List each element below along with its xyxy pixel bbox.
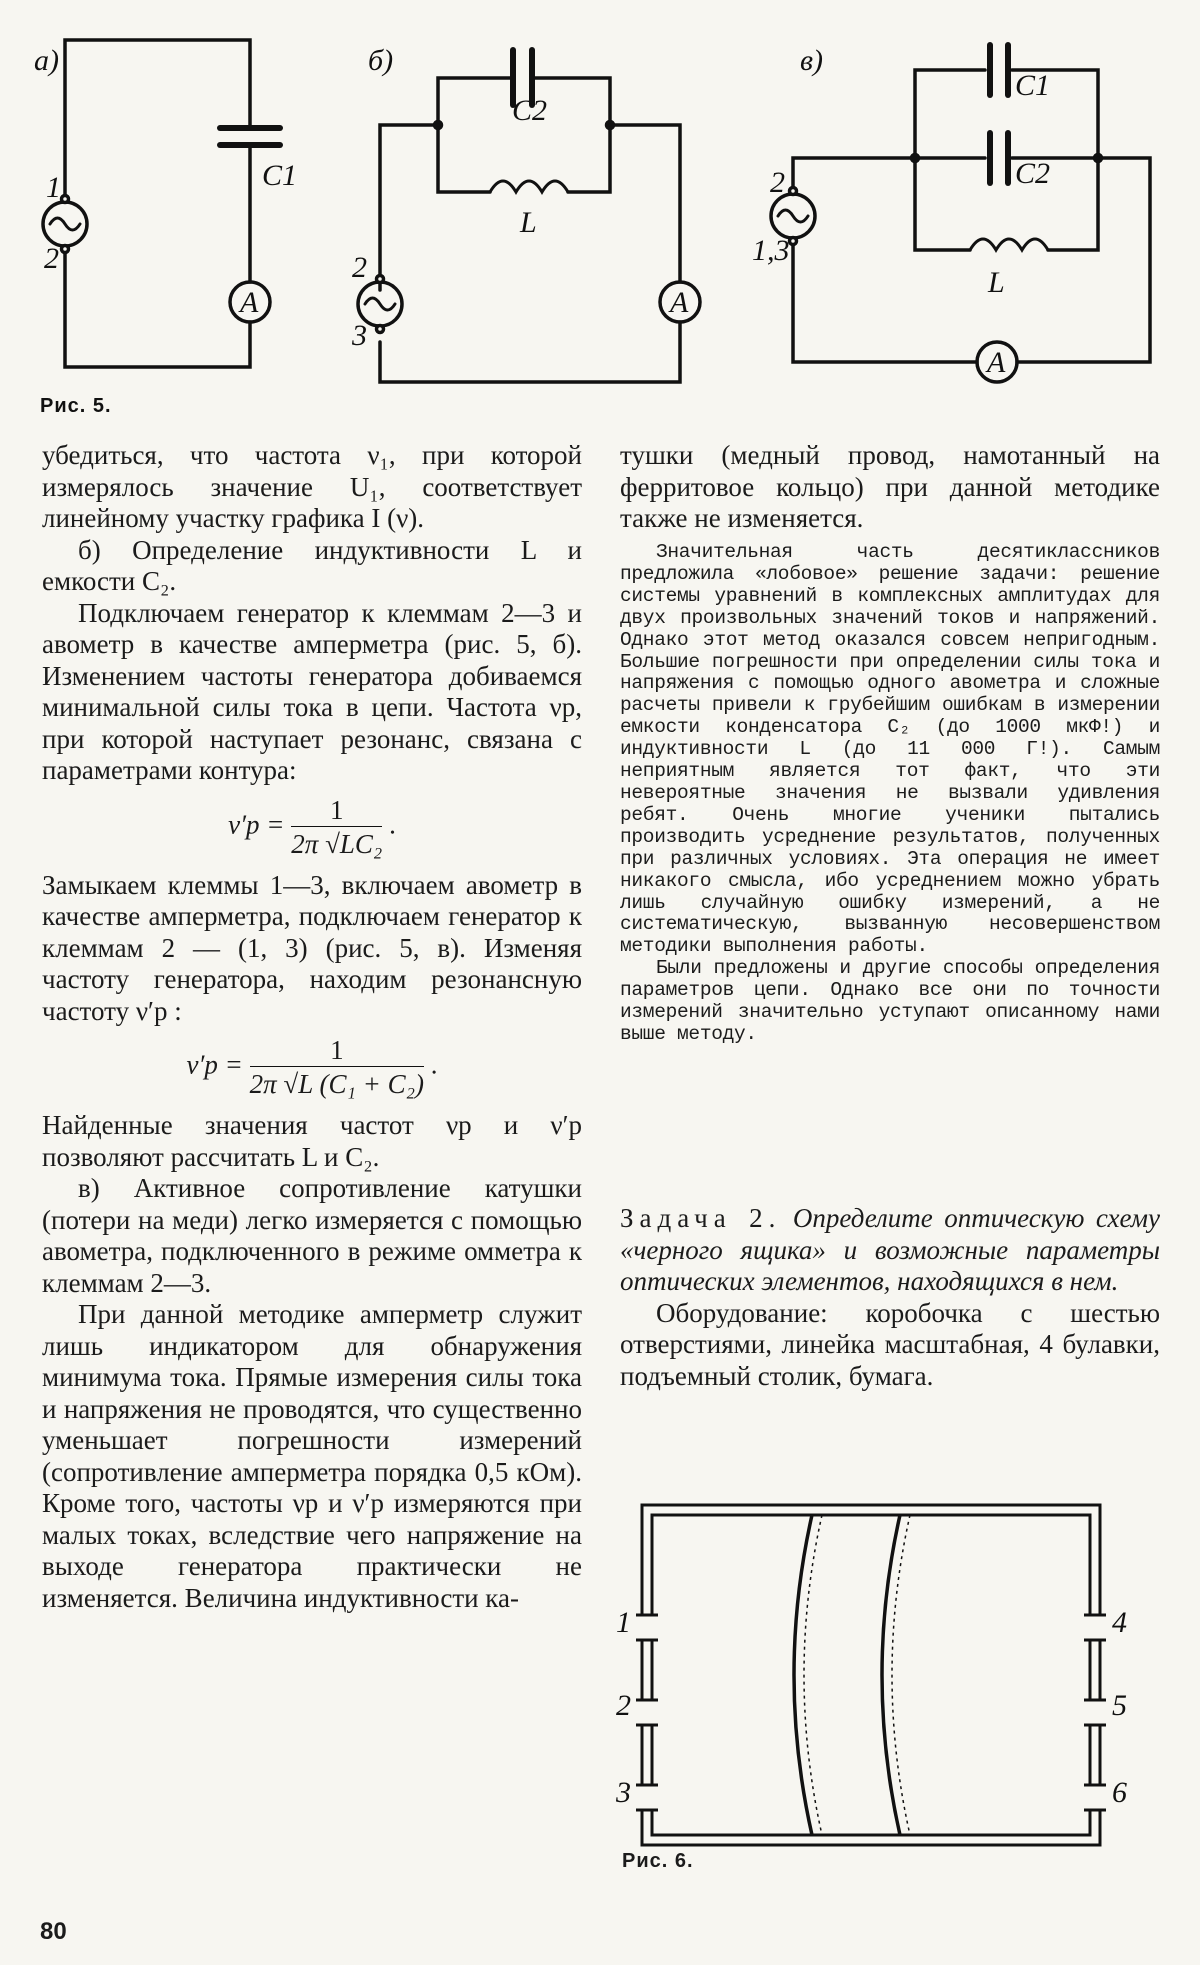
wire-a-bottom — [65, 252, 250, 367]
terminal-3-b: 3 — [352, 319, 367, 352]
formula-1-denominator: 2π √LC₂ — [291, 828, 383, 859]
formula-resonance-2: ν′р = $\frac{1}{\text{2π √L (C₁ + C₂)}}$ . — [186, 1035, 438, 1099]
wire-a — [65, 40, 250, 200]
right-column-top — [620, 440, 1160, 535]
right-small-paragraph-1: Значительная часть десятиклассников предложила «лобовое» решение задачи: решение системы уравнений в комплексных амплитудах для двух произвольных значений токов и напряжений. Однако этот метод оказался совсем непригодным. Большие погрешности при определении силы тока и напряжения с помощью одного авометра и сложные расчеты привели к грубейшим ошибкам в измерении емкости конденсатора C₂ (до 1000 мкФ!) и индуктивности L (до 11 000 Г!). Самым неприятным является тот факт, что эти невероятные значения не вызвали удивления ребят. Очень многие ученики пытались производить усреднение результатов, полученных при различных условиях. Эта операция не имеет никакого смысла, ибо усреднением можно убрать лишь случайную ошибку измерений, а не систематическую, вызванную несовершенством методики выполнения работы. — [620, 541, 1160, 958]
formula-resonance-1: ν′р = $\frac{1}{\text{2π √LC₂}}$ . — [228, 794, 396, 859]
label-c2-c: C2 — [1015, 157, 1051, 190]
left-paragraph-3: Подключаем генератор к клеммам 2—3 и авометр в качестве амперметра (рис. 5, б). Изменением частоты генератора добиваемся минимальной силы тока в цепи. Частота νр, при которой наступает резонанс, связана с параметрами контура: — [42, 597, 582, 785]
terminal-2-a: 2 — [44, 242, 59, 275]
inductor-l-b — [490, 181, 568, 192]
task-text: Определите оптическую схему «черного ящика» и возможные параметры оптических элементов, находящихся в нем. — [620, 1203, 1160, 1296]
aperture-1: 1 — [616, 1606, 631, 1639]
terminal-1-a: 1 — [46, 171, 61, 204]
left-paragraph-6: в) Активное сопротивление катушки (потери на меди) легко измеряется с помощью авометра, подключенного в режиме омметра к клеммам 2—3. — [42, 1173, 582, 1298]
left-paragraph-5: Найденные значения частот νр и ν′р позволяют рассчитать L и C₂. — [42, 1110, 582, 1172]
label-l-c: L — [988, 266, 1005, 299]
wire-b — [380, 125, 438, 290]
aperture-2: 2 — [616, 1689, 631, 1722]
left-paragraph-4: Замыкаем клеммы 1—3, включаем авометр в качестве амперметра, подключаем генератор к клеммам 2 — (1, 3) (рис. 5, в). Изменяя частоту генератора, находим резонансную частоту ν′р : — [42, 869, 582, 1026]
figure-6 — [600, 1490, 1140, 1860]
formula-1-lhs: ν′р = — [228, 809, 285, 840]
aperture-6: 6 — [1112, 1776, 1127, 1809]
formula-2-numerator: 1 — [250, 1037, 424, 1067]
terminal-13-c: 1,3 — [752, 234, 790, 267]
panel-c-label: в) — [800, 44, 824, 77]
aperture-4: 4 — [1112, 1606, 1127, 1639]
right-column-task — [620, 1203, 1160, 1392]
formula-2-denominator: 2π √L (C₁ + C₂) — [249, 1069, 424, 1099]
left-column — [42, 440, 582, 1614]
label-c2-b: C2 — [512, 94, 548, 127]
figure-5-caption: Рис. 5. — [40, 395, 112, 417]
task-2 — [620, 1203, 1160, 1298]
curved-plate-2 — [882, 1515, 900, 1835]
left-paragraph-2: б) Определение индуктивности L и емкости C₂. — [42, 534, 582, 596]
label-c1-c: C1 — [1015, 69, 1051, 102]
formula-1-numerator: 1 — [291, 797, 382, 827]
terminal-2-b: 2 — [352, 251, 367, 284]
ammeter-a-label: A — [240, 286, 259, 319]
label-c1-a: C1 — [262, 159, 298, 192]
page-number: 80 — [40, 1918, 67, 1945]
ammeter-c-label: A — [987, 346, 1006, 379]
equipment-paragraph: Оборудование: коробочка с шестью отверстиями, линейка масштабная, 4 булавки, подъемный столик, бумага. — [620, 1297, 1160, 1391]
figure-6-caption: Рис. 6. — [622, 1850, 694, 1872]
inductor-l-c — [970, 239, 1048, 250]
label-l-b: L — [520, 206, 537, 239]
aperture-5: 5 — [1112, 1689, 1127, 1722]
right-column-small-print — [620, 542, 1160, 1046]
curved-plate-1 — [794, 1515, 812, 1835]
panel-a-label: а) — [34, 44, 59, 77]
left-paragraph-7: При данной методике амперметр служит лишь индикатором для обнаружения минимума тока. Прямые измерения силы тока и напряжения не проводятся, что существенно уменьшает погрешности измерений (сопротивление амперметра порядка 0,5 кОм). Кроме того, частоты νр и ν′р измеряются при малых токах, вследствие чего напряжение на выходе генератора практически не изменяется. Величина индуктивности ка- — [42, 1299, 582, 1613]
right-paragraph-1: тушки (медный провод, намотанный на ферритовое кольцо) при данной методике также не изменяется. — [620, 440, 1160, 533]
left-paragraph-1: убедиться, что частота ν₁, при которой измерялось значение U₁, соответствует линейному участку графика I (ν). — [42, 440, 582, 533]
panel-b-label: б) — [368, 44, 394, 77]
aperture-3: 3 — [616, 1776, 631, 1809]
right-small-paragraph-2: Были предложены и другие способы определения параметров цепи. Однако все они по точности измерений значительно уступают описанному нами выше методу. — [620, 957, 1160, 1045]
ammeter-b-label: A — [670, 286, 689, 319]
terminal-2-c: 2 — [770, 166, 785, 199]
wire-c — [793, 158, 915, 190]
task-label: Задача 2. — [620, 1203, 782, 1233]
figure-5 — [0, 0, 1200, 430]
formula-2-lhs: ν′р = — [186, 1049, 243, 1080]
